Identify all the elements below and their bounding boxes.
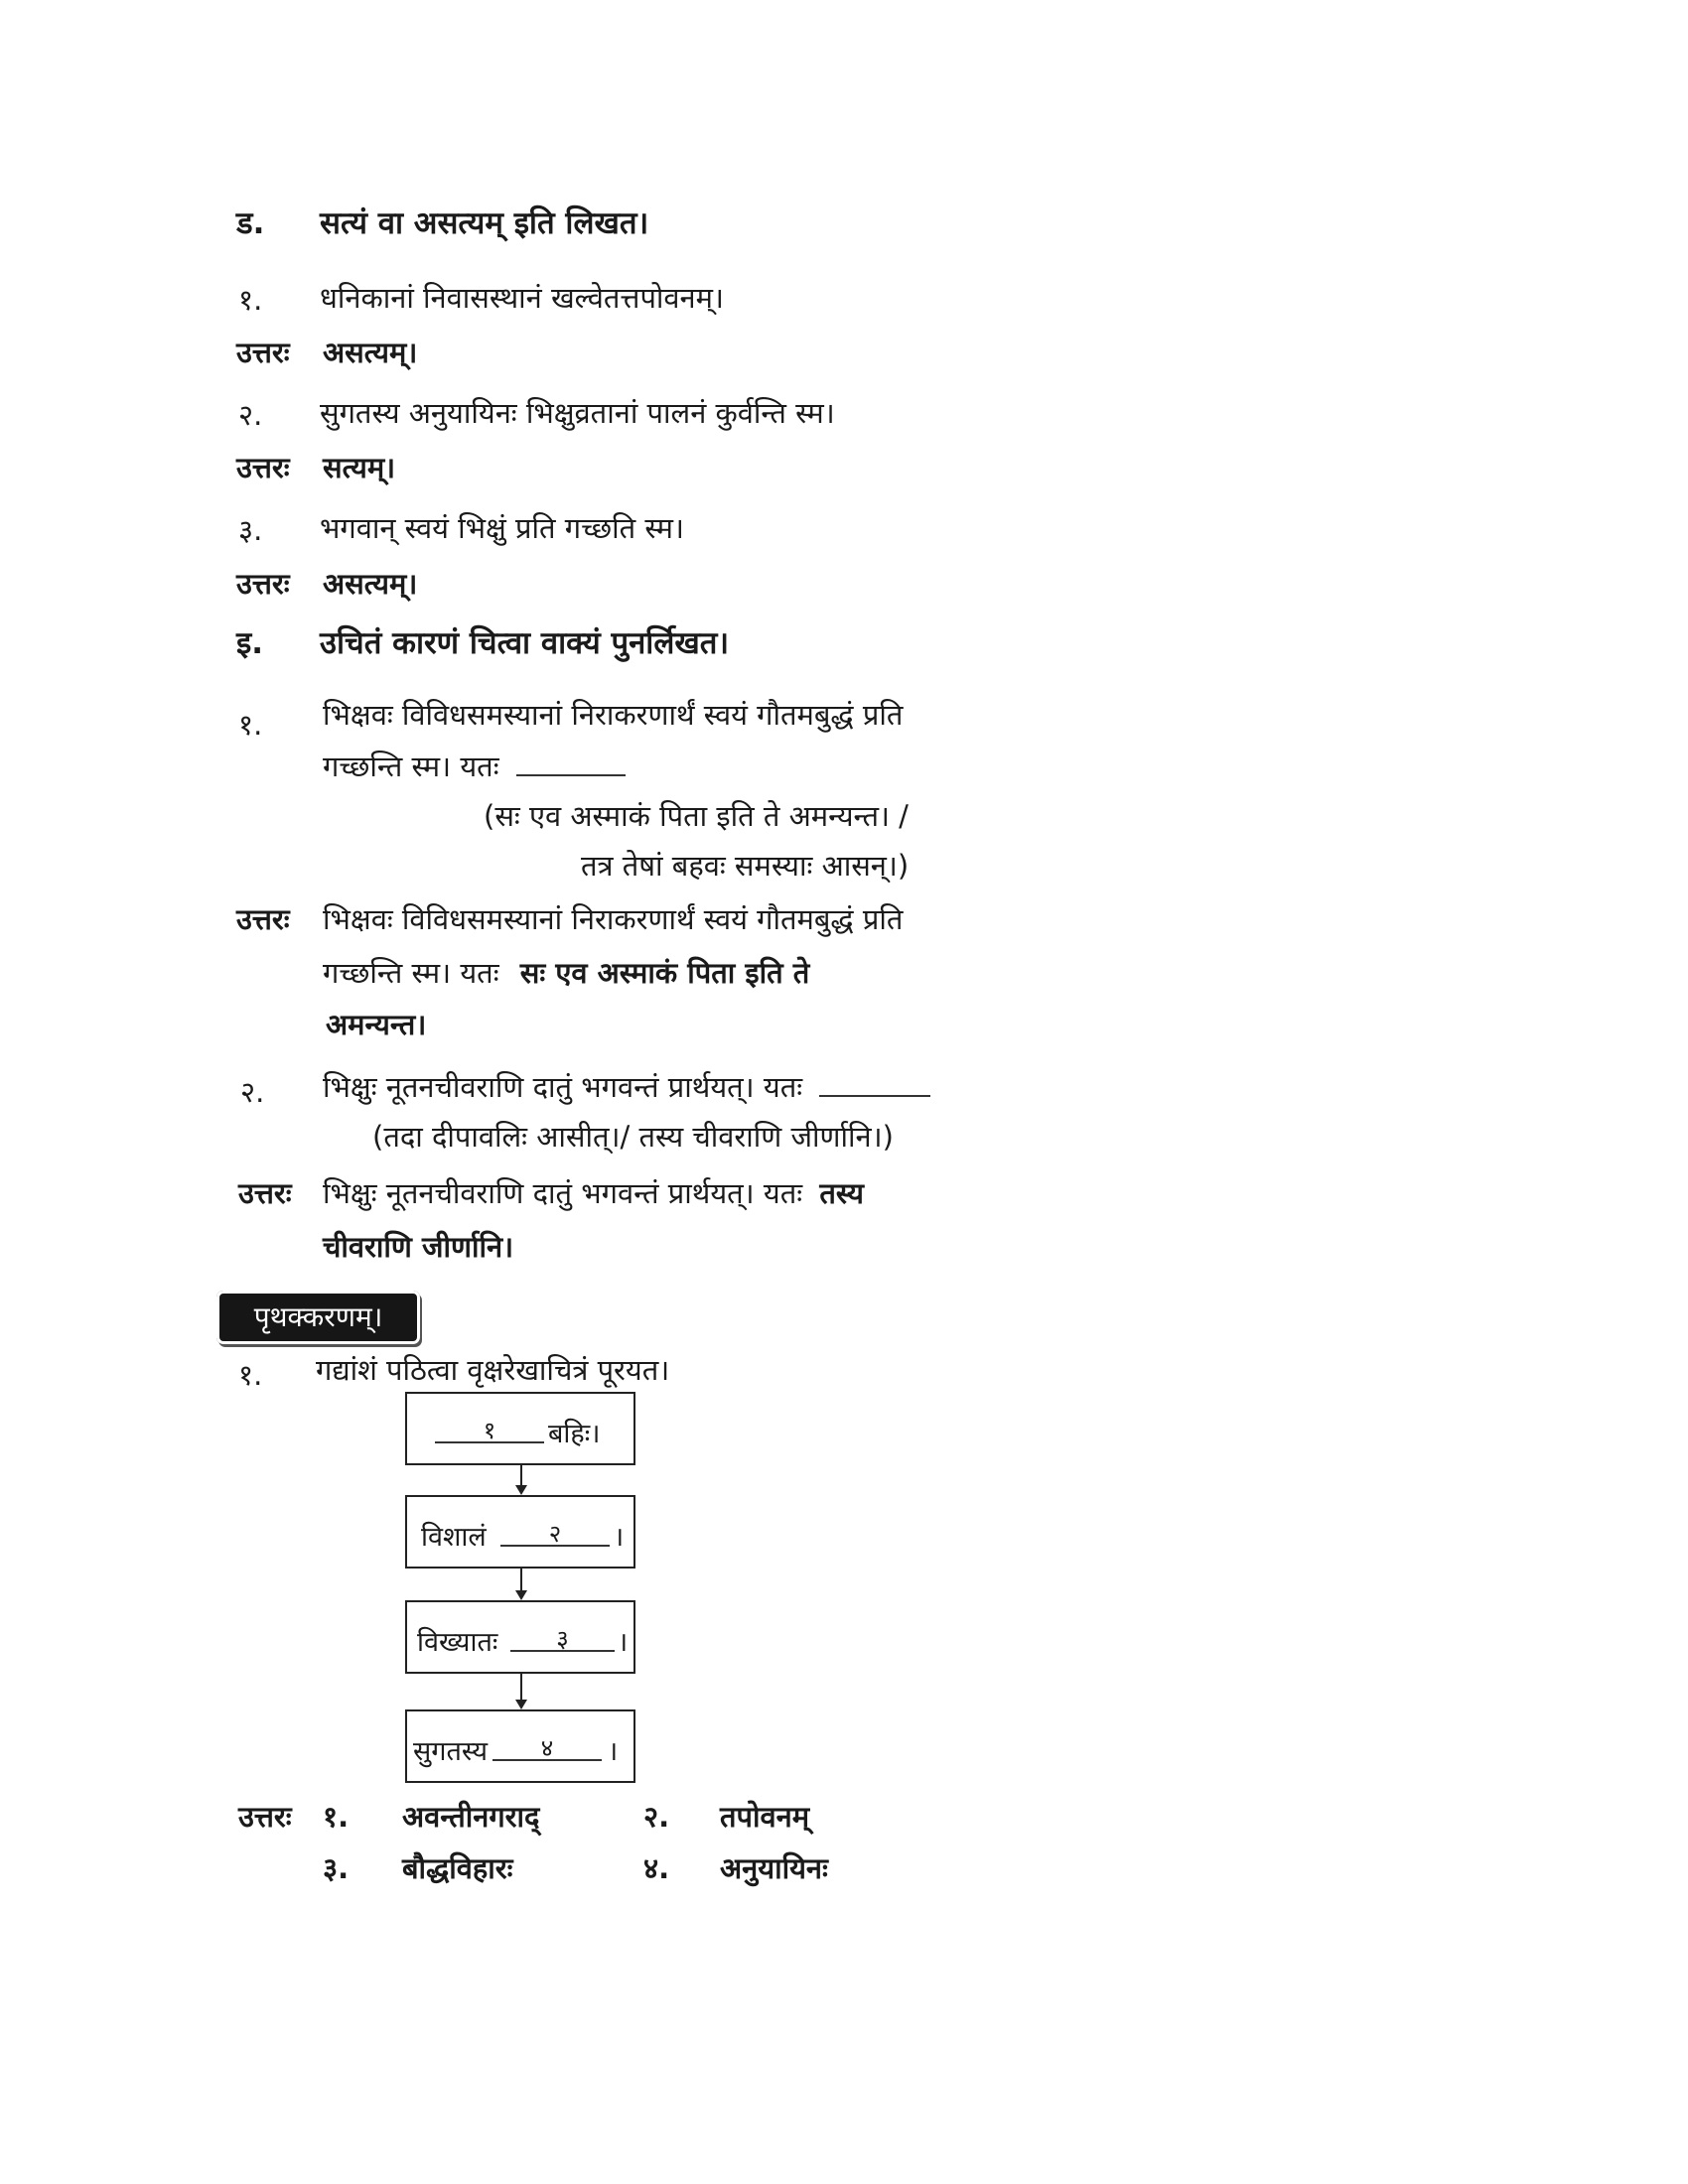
answer-text: सत्यम्। xyxy=(323,451,396,484)
question-number: १. xyxy=(238,708,263,742)
answer-text-bold: सः एव अस्माकं पिता इति ते xyxy=(519,956,810,990)
tree-box-1 xyxy=(405,1392,635,1465)
blank-number: १ xyxy=(435,1414,544,1443)
box-suffix: । xyxy=(618,1627,629,1658)
tree-connector xyxy=(520,1674,522,1702)
section-e-heading: उचितं कारणं चित्वा वाक्यं पुनर्लिखत। xyxy=(320,625,730,661)
question-number: २. xyxy=(238,398,263,432)
blank-number: ३ xyxy=(510,1622,615,1652)
section-badge: पृथक्करणम्। xyxy=(216,1291,420,1344)
tree-connector xyxy=(520,1569,522,1592)
answer-label: उत्तरः xyxy=(236,451,290,484)
question-text-line1 xyxy=(323,1067,930,1107)
answer-number: ३. xyxy=(323,1851,350,1885)
section-d-label: ड. xyxy=(236,205,265,241)
section-d-heading: सत्यं वा असत्यम् इति लिखत। xyxy=(320,205,649,241)
box-suffix: । xyxy=(608,1736,619,1767)
question-number: २. xyxy=(240,1075,265,1109)
box-prefix: सुगतस्य xyxy=(413,1736,489,1767)
reason-option: तत्र तेषां बहवः समस्याः आसन्।) xyxy=(581,849,910,883)
answer-text: गच्छन्ति स्म। यतः xyxy=(323,956,499,990)
answer-text-line1 xyxy=(323,1173,864,1213)
question-text: गच्छन्ति स्म। यतः xyxy=(323,750,499,783)
answer-blank xyxy=(819,1067,930,1097)
arrow-down-icon xyxy=(515,1485,527,1495)
arrow-down-icon xyxy=(515,1700,527,1709)
question-text-line2 xyxy=(323,747,626,786)
answer-text: असत्यम्। xyxy=(323,567,418,601)
answer-text-bold: तस्य xyxy=(819,1176,864,1210)
answer-label: उत्तरः xyxy=(236,336,290,369)
question-text: भगवान् स्वयं भिक्षुं प्रति गच्छति स्म। xyxy=(320,511,684,545)
answer-number: ४. xyxy=(643,1851,670,1885)
question-text: भिक्षवः विविधसमस्यानां निराकरणार्थं स्वयं गौतमबुद्धं प्रति xyxy=(323,698,904,732)
instruction-text: गद्यांशं पठित्वा वृक्षरेखाचित्रं पूरयत। xyxy=(316,1353,670,1387)
answer-blank xyxy=(516,747,626,776)
answer-number: १. xyxy=(323,1800,350,1834)
answer-text-line2 xyxy=(323,953,809,993)
answer-text: अवन्तीनगराद् xyxy=(402,1800,540,1834)
arrow-down-icon xyxy=(515,1590,527,1600)
blank-number: २ xyxy=(500,1517,610,1547)
answer-text: बौद्धविहारः xyxy=(402,1851,513,1885)
answer-number: २. xyxy=(643,1800,670,1834)
box-prefix: विशालं xyxy=(421,1522,487,1553)
section-e-label: इ. xyxy=(236,625,263,661)
tree-box-3 xyxy=(405,1600,635,1674)
question-text: भिक्षुः नूतनचीवराणि दातुं भगवन्तं प्रार्थयत्। यतः xyxy=(323,1070,803,1104)
tree-box-4 xyxy=(405,1709,635,1783)
answer-label: उत्तरः xyxy=(238,1176,292,1210)
question-number: १. xyxy=(238,1358,263,1392)
box-suffix: बहिः। xyxy=(548,1419,601,1449)
box-suffix: । xyxy=(614,1522,625,1553)
blank-number: ४ xyxy=(492,1731,602,1761)
answer-label: उत्तरः xyxy=(236,567,290,601)
answer-text: भिक्षुः नूतनचीवराणि दातुं भगवन्तं प्रार्थयत्। यतः xyxy=(323,1176,803,1210)
answer-text: भिक्षवः विविधसमस्यानां निराकरणार्थं स्वयं गौतमबुद्धं प्रति xyxy=(323,902,904,936)
question-number: ३. xyxy=(238,513,263,547)
answer-label: उत्तरः xyxy=(236,902,290,936)
question-text: धनिकानां निवासस्थानं खल्वेतत्तपोवनम्। xyxy=(320,281,724,315)
answer-text: असत्यम्। xyxy=(323,336,418,369)
reason-option: (सः एव अस्माकं पिता इति ते अमन्यन्त। / xyxy=(484,799,909,833)
tree-connector xyxy=(520,1465,522,1487)
reason-option: (तदा दीपावलिः आसीत्।/ तस्य चीवराणि जीर्णानि।) xyxy=(372,1120,894,1154)
answer-text: तपोवनम् xyxy=(720,1800,810,1834)
question-text: सुगतस्य अनुयायिनः भिक्षुव्रतानां पालनं कुर्वन्ति स्म। xyxy=(320,396,835,430)
answer-text: अनुयायिनः xyxy=(720,1851,828,1885)
answer-text-bold: अमन्यन्त। xyxy=(326,1008,427,1041)
question-number: १. xyxy=(238,283,263,317)
box-prefix: विख्यातः xyxy=(417,1627,498,1658)
answer-text-bold: चीवराणि जीर्णानि। xyxy=(323,1230,514,1264)
answer-label: उत्तरः xyxy=(238,1800,292,1834)
tree-box-2 xyxy=(405,1495,635,1569)
